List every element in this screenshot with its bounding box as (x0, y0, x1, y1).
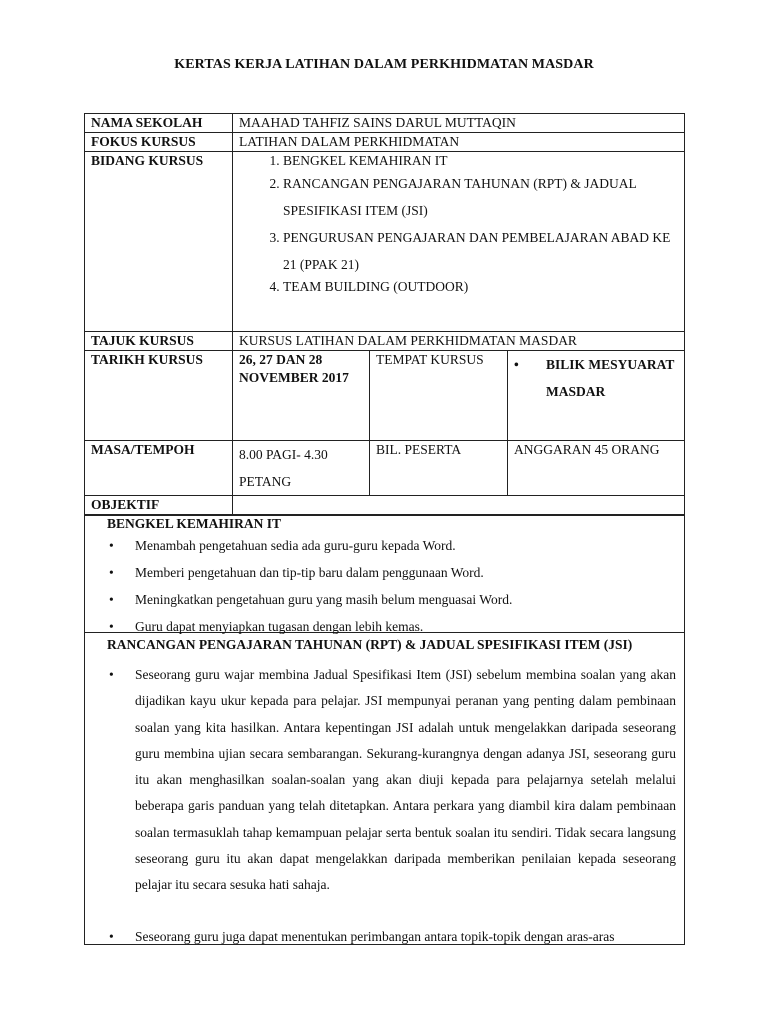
value-bil-peserta: ANGGARAN 45 ORANG (508, 441, 686, 496)
row-fokus-kursus (85, 133, 686, 152)
section-bengkel-it (85, 515, 684, 632)
value-objektif (233, 496, 686, 515)
row-tajuk-kursus (85, 332, 686, 351)
objective-paragraph: • Seseorang guru juga dapat menentukan perimbangan antara topik-topik dengan aras-aras (107, 924, 676, 945)
row-objektif (85, 496, 686, 515)
label-tempat-kursus: TEMPAT KURSUS (370, 351, 508, 441)
row-masa-tempoh (85, 441, 686, 496)
value-fokus-kursus: LATIHAN DALAM PERKHIDMATAN (233, 133, 686, 152)
objective-item: • Guru dapat menyiapkan tugasan dengan lebih kemas. (107, 613, 676, 640)
label-objektif: OBJEKTIF (85, 496, 233, 515)
document-title: KERTAS KERJA LATIHAN DALAM PERKHIDMATAN MASDAR (174, 57, 594, 72)
value-bidang-kursus (233, 152, 686, 332)
objective-list (107, 662, 676, 945)
section-rpt-jsi (85, 632, 684, 945)
bidang-item: 2. RANCANGAN PENGAJARAN TAHUNAN (RPT) & JADUAL SPESIFIKASI ITEM (JSI) (283, 170, 679, 224)
tempat-item: • BILIK MESYUARAT MASDAR (514, 351, 679, 405)
section-heading: RANCANGAN PENGAJARAN TAHUNAN (RPT) & JADUAL SPESIFIKASI ITEM (JSI) (107, 637, 633, 652)
bidang-list (239, 152, 679, 296)
objective-list (107, 532, 676, 640)
objective-item: • Memberi pengetahuan dan tip-tip baru dalam penggunaan Word. (107, 559, 676, 586)
label-tarikh-kursus: TARIKH KURSUS (85, 351, 233, 441)
course-info-table (84, 113, 685, 515)
label-fokus-kursus: FOKUS KURSUS (85, 133, 233, 152)
row-bidang-kursus (85, 152, 686, 332)
value-nama-sekolah: MAAHAD TAHFIZ SAINS DARUL MUTTAQIN (233, 114, 686, 133)
label-nama-sekolah: NAMA SEKOLAH (85, 114, 233, 133)
bidang-item: 1. BENGKEL KEMAHIRAN IT (283, 152, 679, 170)
objective-item: • Meningkatkan pengetahuan guru yang masih belum menguasai Word. (107, 586, 676, 613)
value-masa-tempoh: 8.00 PAGI- 4.30 PETANG (233, 441, 370, 496)
row-nama-sekolah (85, 114, 686, 133)
form-frame (84, 113, 685, 945)
label-bidang-kursus: BIDANG KURSUS (85, 152, 233, 332)
bidang-item: 3. PENGURUSAN PENGAJARAN DAN PEMBELAJARAN ABAD KE 21 (PPAK 21) (283, 224, 679, 278)
value-tarikh-kursus: 26, 27 DAN 28 NOVEMBER 2017 (233, 351, 370, 441)
value-tempat-kursus (508, 351, 686, 441)
value-tajuk-kursus: KURSUS LATIHAN DALAM PERKHIDMATAN MASDAR (233, 332, 686, 351)
bidang-item: 4. TEAM BUILDING (OUTDOOR) (283, 278, 679, 296)
objective-item: • Menambah pengetahuan sedia ada guru-guru kepada Word. (107, 532, 676, 559)
label-bil-peserta: BIL. PESERTA (370, 441, 508, 496)
objective-paragraph: • Seseorang guru wajar membina Jadual Spesifikasi Item (JSI) sebelum membina soalan yang akan dijadikan kayu ukur kepada para pelajar. JSI mempunyai peranan yang penting dalam pembinaan soalan yang kita hasilkan. Antara kepentingan JSI adalah untuk mengelakkan daripada seseorang guru membina ujian secara sembarangan. Sekurang-kurangnya dengan adanya JSI, seseorang guru itu akan menghasilkan soalan-soalan yang akan diuji kepada para pelajarnya setelah melalui beberapa garis panduan yang telah ditetapkan. Antara perkara yang diambil kira dalam pembinaan soalan termasuklah tahap kemampuan pelajar serta bentuk soalan itu sendiri. Tidak secara langsung seseorang guru itu akan dapat mengelakkan daripada memberikan penilaian kepada seseorang pelajar itu secara sesuka hati sahaja. (107, 662, 676, 899)
row-tarikh-kursus (85, 351, 686, 441)
label-masa-tempoh: MASA/TEMPOH (85, 441, 233, 496)
tempat-list (514, 351, 679, 405)
label-tajuk-kursus: TAJUK KURSUS (85, 332, 233, 351)
section-heading: BENGKEL KEMAHIRAN IT (107, 516, 282, 531)
